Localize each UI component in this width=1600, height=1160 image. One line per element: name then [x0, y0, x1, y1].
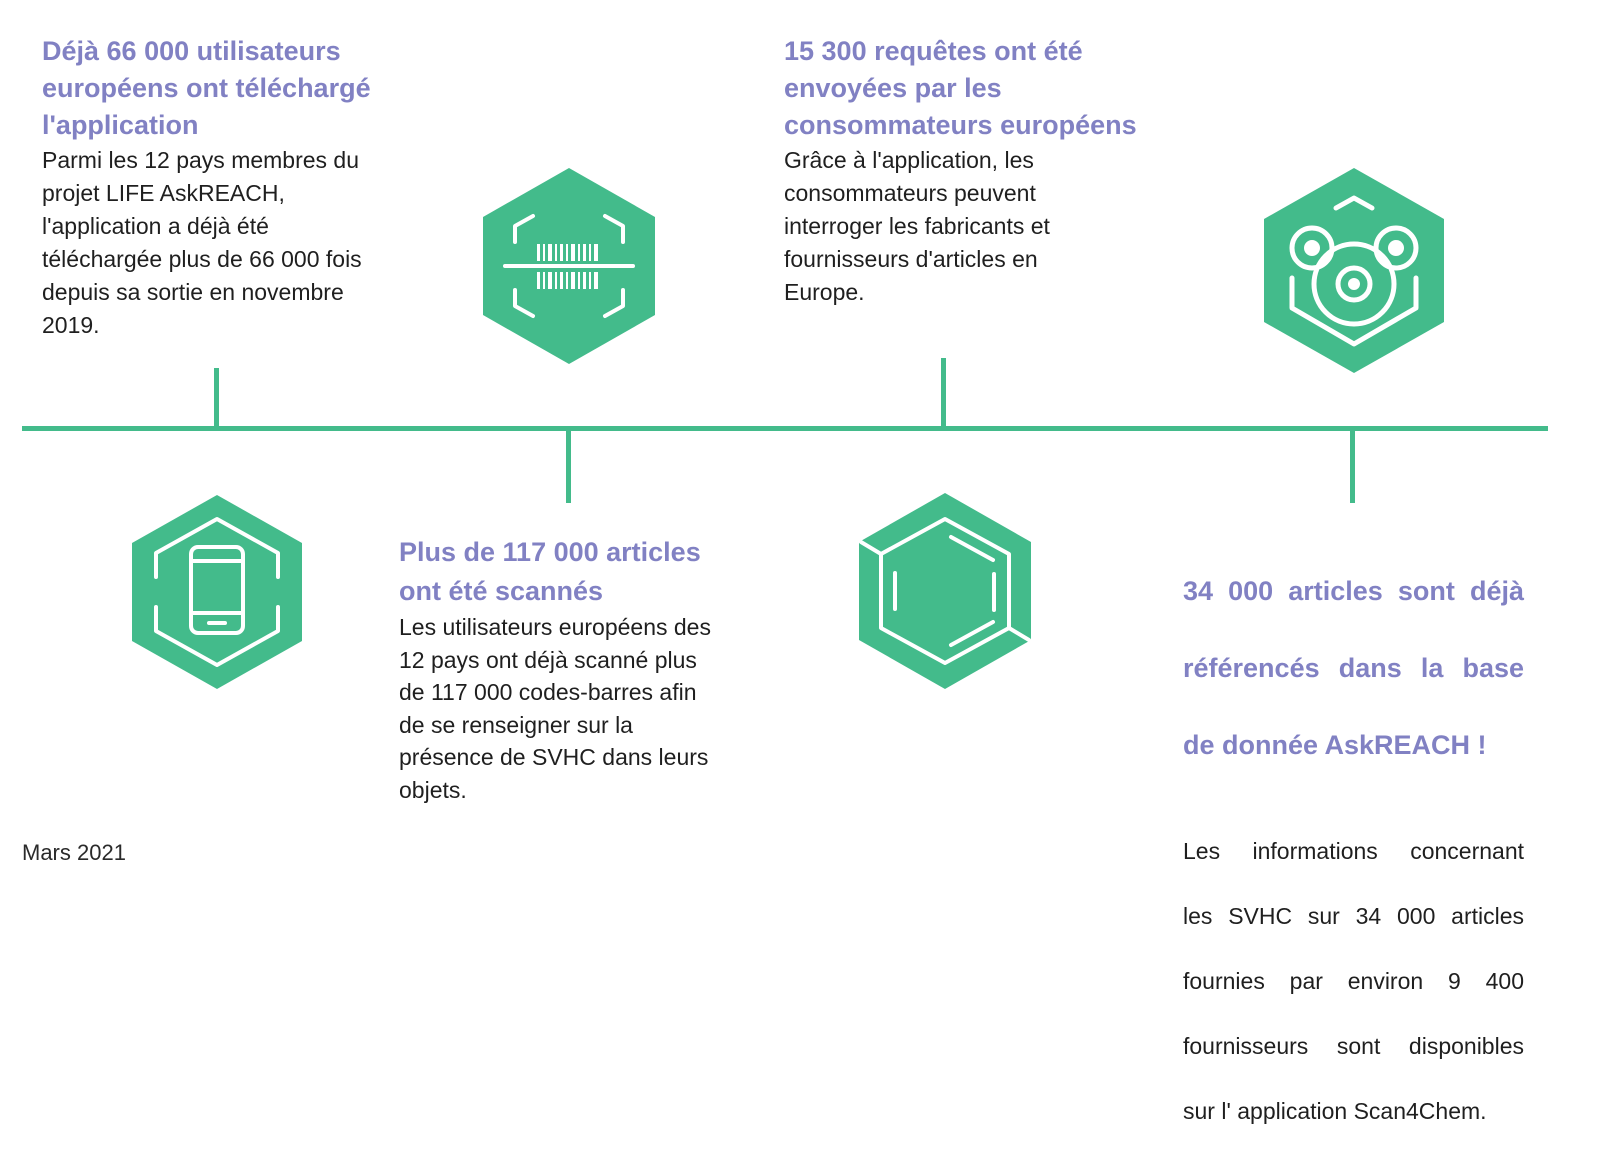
milestone-3-body: Grâce à l'application, les consommateurs peuvent interroger les fabricants et fournisseurs d'articles en Europe. — [784, 144, 1164, 309]
milestone-4-body-line: fournies par environ 9 400 — [1183, 965, 1524, 998]
milestone-4-title-line: 34 000 articles sont déjà — [1183, 572, 1524, 611]
barcode-scan-icon — [483, 168, 655, 364]
milestone-4-title-line: référencés dans la base — [1183, 649, 1524, 688]
connector-milestone-1 — [214, 368, 219, 430]
milestone-3-title: 15 300 requêtes ont été envoyées par les consommateurs européens — [784, 33, 1164, 144]
teddy-bear-icon — [1264, 168, 1444, 373]
milestone-2 — [399, 533, 759, 806]
milestone-4-title-line: de donnée AskREACH ! — [1183, 726, 1524, 765]
connector-milestone-3 — [941, 358, 946, 430]
timeline-axis — [22, 426, 1548, 431]
smartphone-icon — [132, 495, 302, 689]
connector-milestone-2 — [566, 428, 571, 503]
milestone-3 — [784, 33, 1164, 309]
milestone-4-body-line: fournisseurs sont disponibles — [1183, 1030, 1524, 1063]
milestone-4-body-line: sur l' application Scan4Chem. — [1183, 1095, 1524, 1128]
benzene-ring-icon — [859, 493, 1031, 689]
footer-date: Mars 2021 — [22, 840, 126, 866]
milestone-2-title: Plus de 117 000 articles ont été scannés — [399, 533, 759, 611]
connector-milestone-4 — [1350, 428, 1355, 503]
milestone-4-title — [1183, 533, 1524, 803]
milestone-4-body — [1183, 803, 1524, 1160]
milestone-4 — [1183, 533, 1524, 1160]
milestone-2-body: Les utilisateurs européens des 12 pays ont déjà scanné plus de 117 000 codes-barres afin de se renseigner sur la présence de SVHC dans leurs objets. — [399, 611, 759, 806]
milestone-1 — [42, 33, 422, 342]
milestone-1-title: Déjà 66 000 utilisateurs européens ont téléchargé l'application — [42, 33, 422, 144]
milestone-4-body-line: les SVHC sur 34 000 articles — [1183, 900, 1524, 933]
milestone-1-body: Parmi les 12 pays membres du projet LIFE AskREACH, l'application a déjà été téléchargée plus de 66 000 fois depuis sa sortie en novembre 2019. — [42, 144, 422, 342]
milestone-4-body-line: Les informations concernant — [1183, 835, 1524, 868]
